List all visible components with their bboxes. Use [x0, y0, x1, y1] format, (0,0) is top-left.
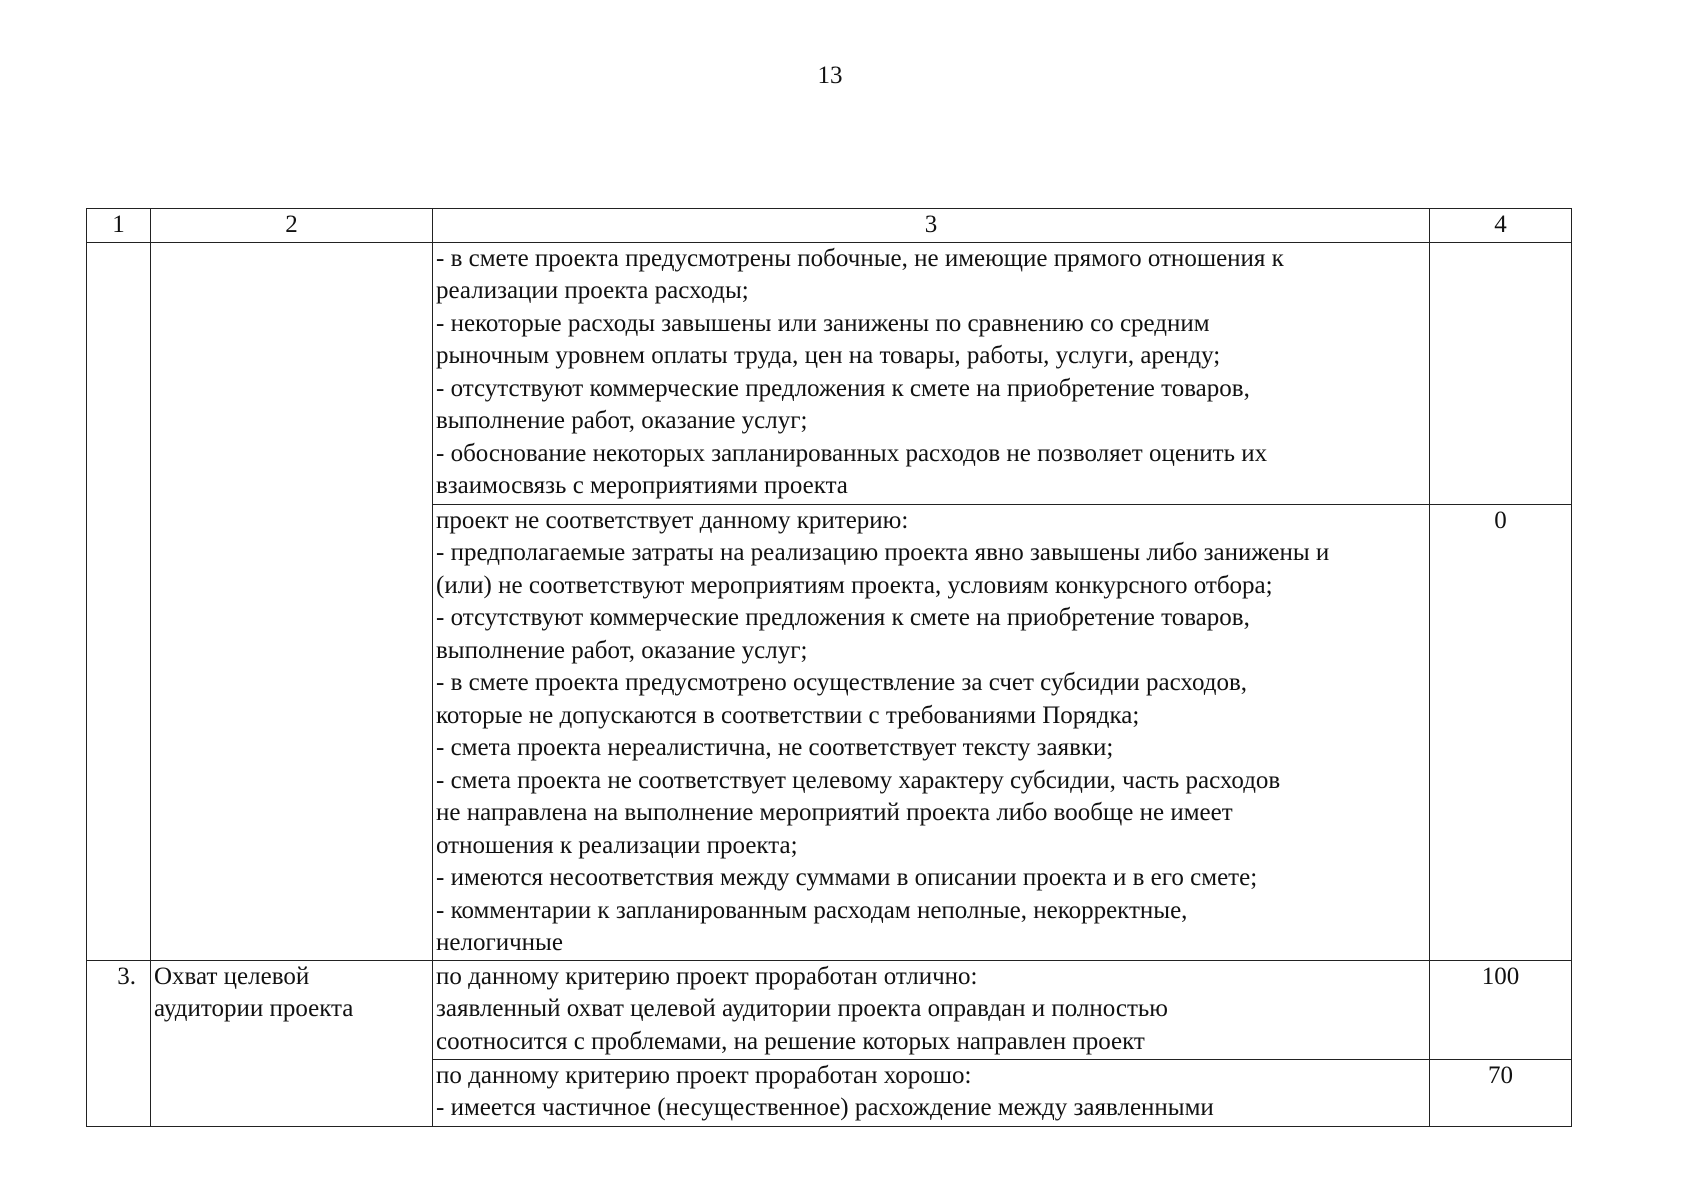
criterion-name-line: Охват целевой	[154, 962, 310, 990]
table-row	[87, 242, 1572, 504]
table-row	[87, 960, 1572, 1059]
description-line: по данному критерию проект проработан хорошо:	[436, 1061, 972, 1089]
description-line: реализации проекта расходы;	[436, 277, 749, 304]
score-cell: 0	[1430, 504, 1572, 960]
description-line: рыночным уровнем оплаты труда, цен на товары, работы, услуги, аренду;	[436, 342, 1221, 369]
description-line: - предполагаемые затраты на реализацию проекта явно завышены либо занижены и	[436, 539, 1330, 566]
description-line: проект не соответствует данному критерию:	[436, 506, 909, 534]
description-cell	[433, 960, 1430, 1059]
header-row	[87, 209, 1572, 243]
description-line: отношения к реализации проекта;	[436, 831, 798, 859]
description-line: - в смете проекта предусмотрены побочные, не имеющие прямого отношения к	[436, 244, 1284, 272]
header-col-4: 4	[1430, 209, 1572, 243]
description-cell	[433, 242, 1430, 504]
description-line: - смета проекта не соответствует целевому характеру субсидии, часть расходов	[436, 766, 1281, 794]
description-cell	[433, 1059, 1430, 1126]
description-cell	[433, 504, 1430, 960]
description-line: по данному критерию проект проработан отлично:	[436, 962, 978, 990]
description-line: соотносится с проблемами, на решение которых направлен проект	[436, 1027, 1145, 1055]
criteria-table	[86, 208, 1572, 1127]
description-line: - некоторые расходы завышены или занижены по сравнению со средним	[436, 309, 1210, 337]
criterion-name	[151, 960, 433, 1126]
description-line: - смета проекта нереалистична, не соответствует тексту заявки;	[436, 734, 1114, 761]
index-cell	[87, 242, 151, 960]
description-line: нелогичные	[436, 929, 563, 956]
description-line: - комментарии к запланированным расходам неполные, некорректные,	[436, 896, 1188, 924]
criterion-name-line: аудитории проекта	[154, 995, 354, 1022]
criterion-index: 3.	[87, 960, 151, 1126]
header-col-3: 3	[433, 209, 1430, 243]
description-line: не направлена на выполнение мероприятий проекта либо вообще не имеет	[436, 799, 1233, 826]
criterion-cell	[151, 242, 433, 960]
description-line: которые не допускаются в соответствии с требованиями Порядка;	[436, 701, 1140, 729]
description-line: взаимосвязь с мероприятиями проекта	[436, 472, 848, 499]
score-cell: 70	[1430, 1059, 1572, 1126]
description-line: заявленный охват целевой аудитории проекта оправдан и полностью	[436, 995, 1168, 1022]
description-line: - обоснование некоторых запланированных расходов не позволяет оценить их	[436, 439, 1268, 467]
description-line: - отсутствуют коммерческие предложения к смете на приобретение товаров,	[436, 604, 1250, 631]
description-line: - имеются несоответствия между суммами в описании проекта и в его смете;	[436, 864, 1258, 891]
description-line: - имеется частичное (несущественное) расхождение между заявленными	[436, 1094, 1214, 1121]
description-line: (или) не соответствуют мероприятиям проекта, условиям конкурсного отбора;	[436, 571, 1273, 599]
description-line: - в смете проекта предусмотрено осуществление за счет субсидии расходов,	[436, 669, 1248, 696]
page-number: 13	[817, 62, 843, 89]
header-col-1: 1	[87, 209, 151, 243]
score-cell: 100	[1430, 960, 1572, 1059]
description-line: - отсутствуют коммерческие предложения к смете на приобретение товаров,	[436, 374, 1250, 402]
score-cell	[1430, 242, 1572, 504]
header-col-2: 2	[151, 209, 433, 243]
description-line: выполнение работ, оказание услуг;	[436, 407, 808, 434]
description-line: выполнение работ, оказание услуг;	[436, 636, 808, 664]
